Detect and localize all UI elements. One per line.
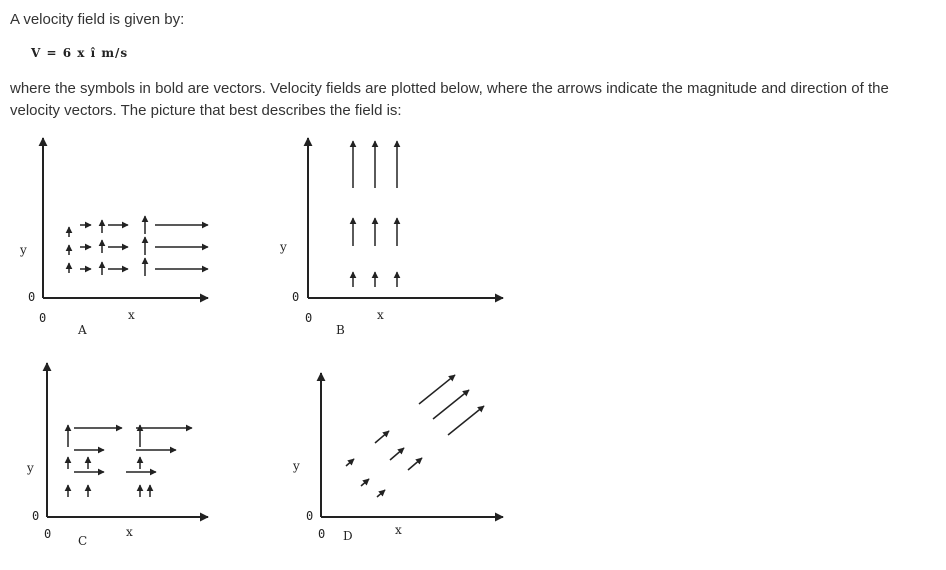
plot-d-arrow (390, 448, 404, 460)
question-text-line-1: where the symbols in bold are vectors. Velocity fields are plotted below, where the arrows indicate the magnitude and direction of the (10, 80, 889, 97)
plot-b-x-label: x (377, 308, 384, 322)
plot-d-arrows (346, 375, 484, 497)
plot-a (19, 138, 208, 337)
plot-d-origin-x: 0 (318, 527, 326, 541)
plot-b-origin-y: 0 (292, 290, 300, 304)
plot-b-option-label: B (336, 323, 345, 337)
plot-a-origin-x: 0 (39, 311, 47, 325)
plot-c-x-label: x (126, 525, 133, 539)
plot-b (279, 138, 503, 337)
plot-d-arrow (377, 490, 385, 497)
plot-d-origin-y: 0 (306, 509, 314, 523)
plot-b-y-label: y (280, 240, 287, 254)
plot-d-arrow (419, 375, 455, 404)
question-text-line-2: velocity vectors. The picture that best describes the field is: (10, 102, 402, 119)
plot-d-arrow (408, 458, 422, 470)
plot-b-origin-x: 0 (305, 311, 313, 325)
plot-d-arrow (448, 406, 484, 435)
plot-c-origin-y: 0 (32, 509, 40, 523)
plot-d-y-label: y (293, 459, 300, 473)
plot-d-arrow (375, 431, 389, 443)
velocity-formula: V = 6 x î m/s (31, 46, 129, 60)
plot-c-origin-x: 0 (44, 527, 52, 541)
plot-a-x-label: x (128, 308, 135, 322)
plot-d-option-label: D (343, 529, 353, 543)
plot-a-y-label: y (20, 243, 27, 257)
question-intro: A velocity field is given by: (10, 11, 185, 28)
plot-a-option-label: A (78, 323, 87, 337)
plot-c-option-label: C (78, 534, 88, 548)
plot-a-origin-y: 0 (28, 290, 36, 304)
plot-c (26, 363, 208, 548)
plot-b-arrows (353, 141, 397, 287)
plot-d-arrow (346, 459, 354, 466)
plot-a-arrows (69, 216, 208, 276)
plot-c-arrows (68, 425, 192, 497)
plot-d-arrow (361, 479, 369, 486)
plot-d (292, 373, 503, 543)
plot-c-y-label: y (27, 461, 34, 475)
plot-d-x-label: x (395, 523, 402, 537)
plot-d-arrow (433, 390, 469, 419)
